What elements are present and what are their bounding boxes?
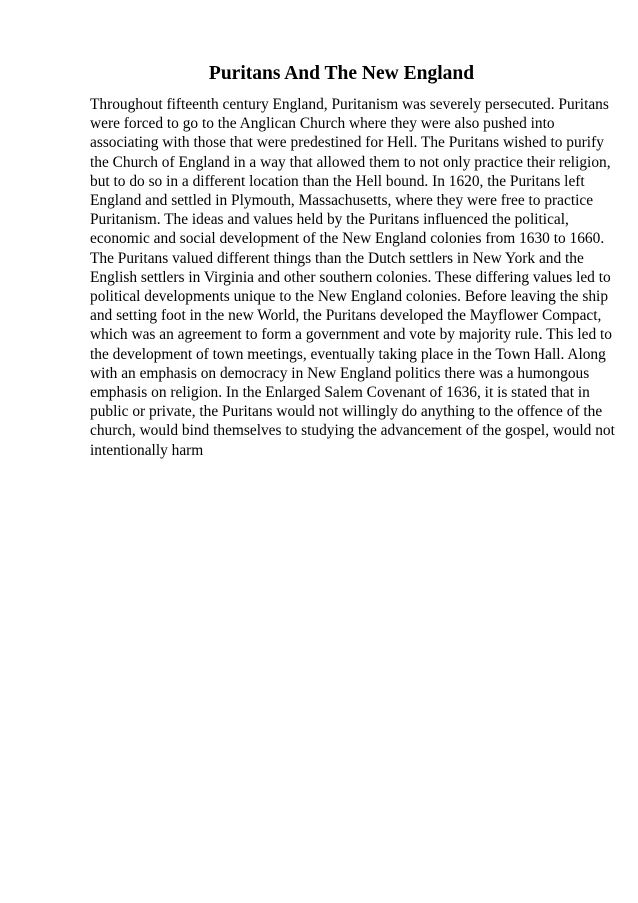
text-line: which was an agreement to form a government and vote by majority rule. This led to (90, 326, 612, 344)
text-line: political developments unique to the New England colonies. Before leaving the ship (90, 288, 609, 306)
text-line: church, would bind themselves to studying the advancement of the gospel, would not (90, 422, 615, 440)
text-line: were forced to go to the Anglican Church where they were also pushed into (90, 115, 555, 133)
text-line: but to do so in a different location than the Hell bound. In 1620, the Puritans left (90, 172, 585, 190)
text-line: intentionally harm (90, 441, 204, 459)
text-line: England and settled in Plymouth, Massachusetts, where they were free to practice (90, 192, 594, 210)
text-line: emphasis on religion. In the Enlarged Salem Covenant of 1636, it is stated that in (90, 384, 590, 402)
text-line: associating with those that were predestined for Hell. The Puritans wished to purify (90, 134, 604, 152)
text-line: Puritanism. The ideas and values held by the Puritans influenced the political, (90, 211, 569, 229)
text-line: with an emphasis on democracy in New England politics there was a humongous (90, 364, 590, 382)
document-title: Puritans And The New England (208, 63, 475, 84)
text-line: The Puritans valued different things than the Dutch settlers in New York and the (90, 249, 584, 267)
text-line: the development of town meetings, eventually taking place in the Town Hall. Along (90, 345, 606, 363)
text-line: and setting foot in the new World, the Puritans developed the Mayflower Compact, (90, 307, 602, 325)
text-line: public or private, the Puritans would not willingly do anything to the offence of the (90, 403, 603, 421)
text-line: Throughout fifteenth century England, Puritanism was severely persecuted. Puritans (90, 96, 609, 113)
text-line: the Church of England in a way that allowed them to not only practice their religion, (90, 153, 611, 171)
text-line: economic and social development of the New England colonies from 1630 to 1660. (90, 230, 605, 248)
body-paragraph (90, 95, 615, 460)
text-line: English settlers in Virginia and other southern colonies. These differing values led to (90, 268, 611, 286)
